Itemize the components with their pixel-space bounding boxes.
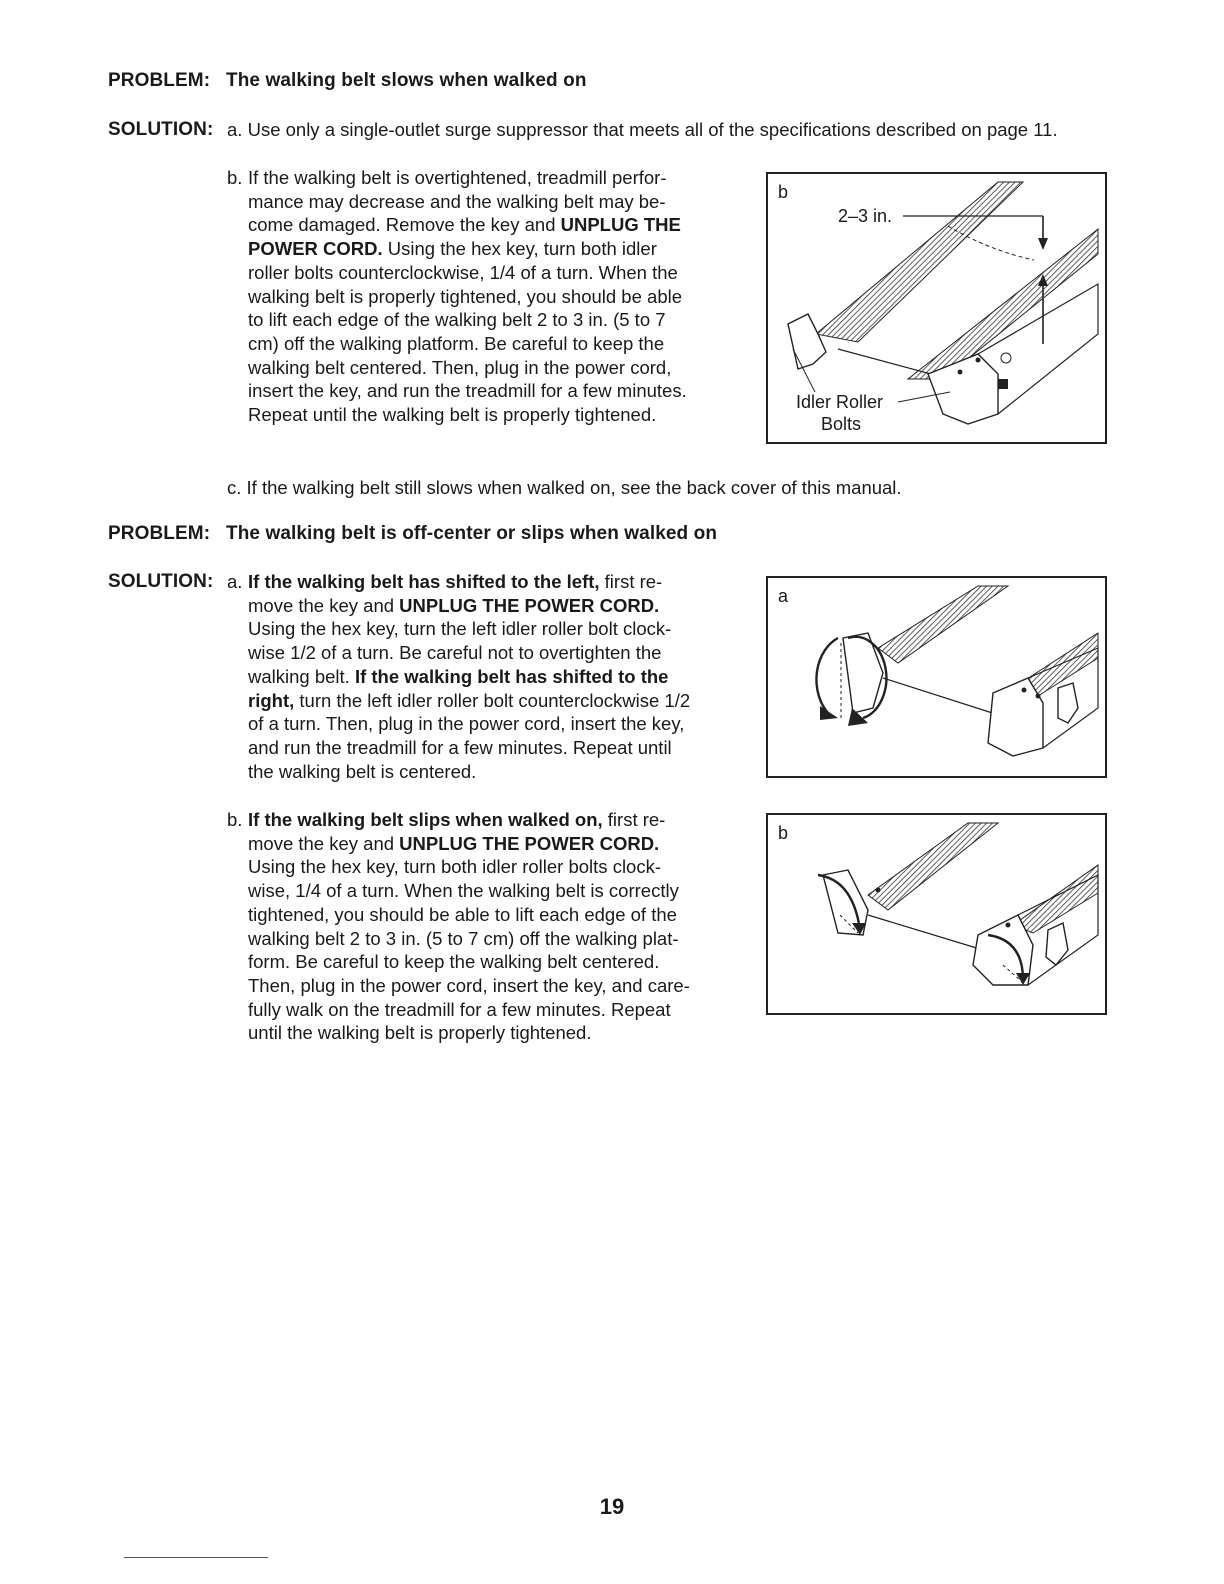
figure-belt-tension (766, 172, 1107, 444)
item-marker: a. (227, 571, 243, 592)
text-line: walking belt centered. Then, plug in the power cord, (248, 356, 672, 378)
solution-1a (227, 118, 1058, 142)
figure-tag: b (778, 182, 789, 202)
text-line: Repeat until the walking belt is properly tightened. (248, 404, 657, 426)
item-text: If the walking belt still slows when walked on, see the back cover of this manual. (246, 477, 902, 498)
text-line: the walking belt is centered. (248, 760, 477, 782)
measure-label: 2–3 in. (838, 206, 893, 226)
treadmill-illustration (768, 815, 1107, 1015)
figure-tag: a (778, 586, 789, 606)
text-line: of a turn. Then, plug in the power cord, insert the key, (248, 713, 685, 735)
treadmill-illustration (768, 578, 1107, 778)
text-line: until the walking belt is properly tightened. (248, 1022, 592, 1044)
text-line: Using the hex key, turn both idler roller bolts clock- (248, 856, 662, 878)
item-marker: c. (227, 477, 242, 498)
problem-title: The walking belt is off-center or slips when walked on (226, 523, 718, 544)
solution-2b-text (248, 808, 690, 1045)
solution-label: SOLUTION: (108, 571, 214, 592)
figure-tag: b (778, 823, 789, 843)
solution-1c (227, 476, 902, 500)
callout-idler-roller: Idler Roller (796, 392, 884, 412)
text-line: move the key and UNPLUG THE POWER CORD. (248, 594, 660, 616)
text-line: If the walking belt has shifted to the left, first re- (248, 571, 663, 592)
text-line: tightened, you should be able to lift each edge of the (248, 903, 677, 925)
text-line: Using the hex key, turn the left idler roller bolt clock- (248, 618, 672, 640)
problem-label: PROBLEM: (108, 70, 211, 91)
text-line: Then, plug in the power cord, insert the key, and care- (248, 974, 690, 996)
text-line: and run the treadmill for a few minutes. Repeat until (248, 736, 672, 758)
item-marker: b. (227, 809, 243, 830)
text-line: roller bolts counterclockwise, 1/4 of a turn. When the (248, 261, 678, 283)
solution-1-label (108, 119, 213, 141)
footer-divider (124, 1557, 268, 1558)
text-line: cm) off the walking platform. Be careful to keep the (248, 332, 665, 354)
text-line: right, turn the left idler roller bolt counterclockwise 1/2 (248, 689, 691, 711)
text-line: walking belt 2 to 3 in. (5 to 7 cm) off the walking plat- (248, 927, 679, 949)
figure-tighten-belt (766, 813, 1107, 1015)
text-line: walking belt. If the walking belt has shifted to the (248, 665, 669, 687)
text-line: mance may decrease and the walking belt may be- (248, 190, 666, 212)
item-text: Use only a single-outlet surge suppressor that meets all of the specifications described on page 11. (247, 119, 1058, 140)
text-line: fully walk on the treadmill for a few minutes. Repeat (248, 998, 671, 1020)
text-line: form. Be careful to keep the walking belt centered. (248, 951, 660, 973)
solution-1b-text (248, 166, 687, 427)
callout-bolts: Bolts (821, 414, 862, 434)
text-line: to lift each edge of the walking belt 2 to 3 in. (5 to 7 (248, 309, 666, 331)
text-line: move the key and UNPLUG THE POWER CORD. (248, 832, 660, 854)
text-line: wise 1/2 of a turn. Be careful not to overtighten the (248, 642, 662, 664)
text-line: If the walking belt is overtightened, treadmill perfor- (248, 167, 667, 188)
problem-title: The walking belt slows when walked on (226, 70, 587, 91)
figure-center-belt (766, 576, 1107, 778)
text-line: If the walking belt slips when walked on, first re- (248, 809, 666, 830)
problem-label: PROBLEM: (108, 523, 211, 544)
item-marker: b. (227, 167, 243, 188)
text-line: insert the key, and run the treadmill for a few minutes. (248, 380, 687, 402)
text-line: wise, 1/4 of a turn. When the walking belt is correctly (248, 880, 679, 902)
text-line: POWER CORD. Using the hex key, turn both idler (248, 238, 657, 260)
text-line: come damaged. Remove the key and UNPLUG THE (248, 214, 681, 236)
page-number: 19 (599, 1494, 625, 1519)
problem-1-heading (108, 70, 587, 92)
solution-2-label (108, 571, 213, 593)
solution-label: SOLUTION: (108, 119, 214, 140)
item-marker: a. (227, 119, 243, 140)
problem-2-heading (108, 523, 717, 545)
solution-2a-text (248, 570, 690, 783)
text-line: walking belt is properly tightened, you should be able (248, 285, 683, 307)
